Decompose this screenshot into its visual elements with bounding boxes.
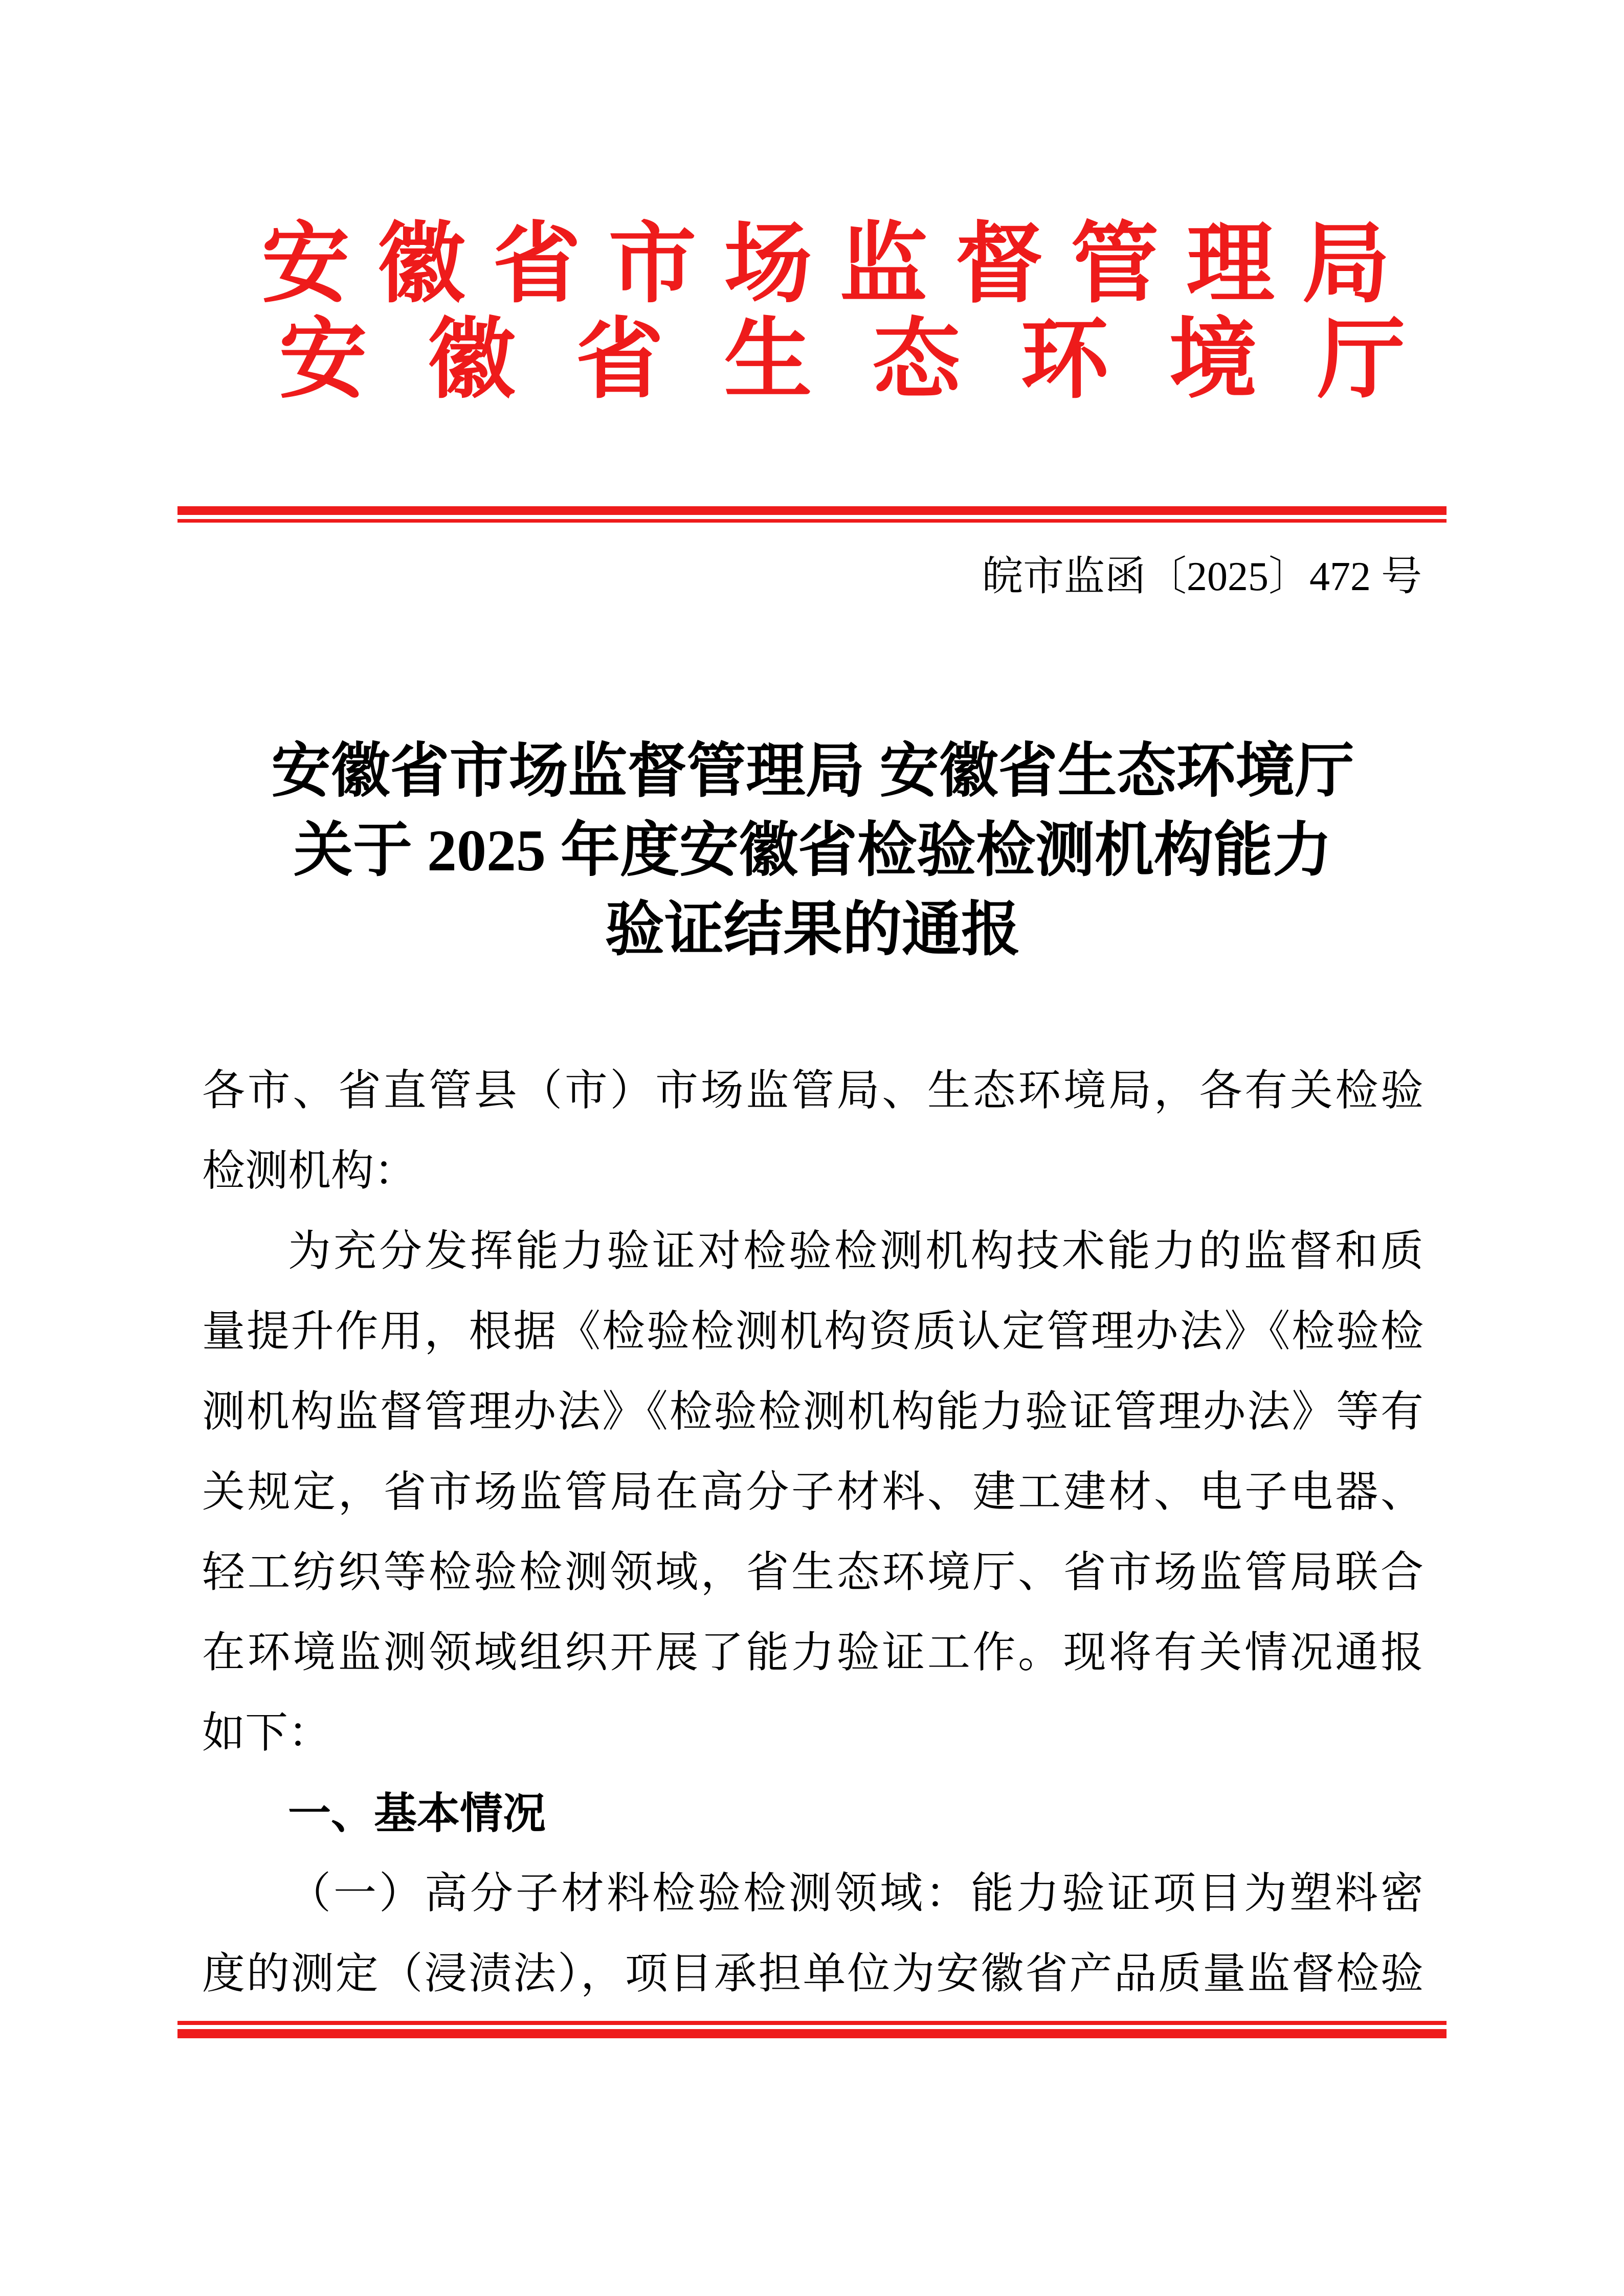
recipient-line: 各市、省直管县（市）市场监管局、生态环境局，各有关检验 — [202, 1067, 1423, 1115]
footer-rule-thin — [177, 2021, 1447, 2025]
header-rule-thin — [177, 519, 1447, 523]
body-line: 关规定，省市场监管局在高分子材料、建工建材、电子电器、 — [202, 1469, 1423, 1516]
body-line: 量提升作用，根据《检验检测机构资质认定管理办法》《检验检 — [202, 1308, 1423, 1356]
body-line: 为充分发挥能力验证对检验检测机构技术能力的监督和质 — [288, 1228, 1423, 1275]
footer-rule-thick — [177, 2029, 1447, 2038]
recipient-line: 检测机构： — [202, 1147, 417, 1195]
document-title — [202, 732, 1423, 970]
body-line: 如下： — [202, 1709, 331, 1757]
body-line: 轻工纺织等检验检测领域，省生态环境厅、省市场监管局联合 — [202, 1549, 1423, 1596]
letterhead-agency-line1: 安徽省市场监督管理局 — [261, 216, 1418, 313]
body-line: 在环境监测领域组织开展了能力验证工作。现将有关情况通报 — [202, 1629, 1423, 1677]
body-line: 测机构监督管理办法》《检验检测机构能力验证管理办法》等有 — [202, 1388, 1423, 1436]
body-line: 度的测定（浸渍法），项目承担单位为安徽省产品质量监督检验 — [202, 1950, 1423, 1998]
letterhead-agency-line2: 安徽省生态环境厅 — [279, 312, 1466, 409]
document-title-line3: 验证结果的通报 — [605, 897, 1020, 963]
reference-number: 皖市监函〔2025〕472 号 — [982, 554, 1422, 599]
document-title-line1: 安徽省市场监督管理局 安徽省生态环境厅 — [271, 739, 1354, 804]
header-rule-thick — [177, 506, 1447, 515]
body-line: （一）高分子材料检验检测领域：能力验证项目为塑料密 — [288, 1870, 1423, 1918]
document-body — [202, 1051, 1423, 2014]
section-heading: 一、基本情况 — [288, 1789, 546, 1837]
document-title-line2: 关于 2025 年度安徽省检验检测机构能力 — [294, 818, 1332, 884]
